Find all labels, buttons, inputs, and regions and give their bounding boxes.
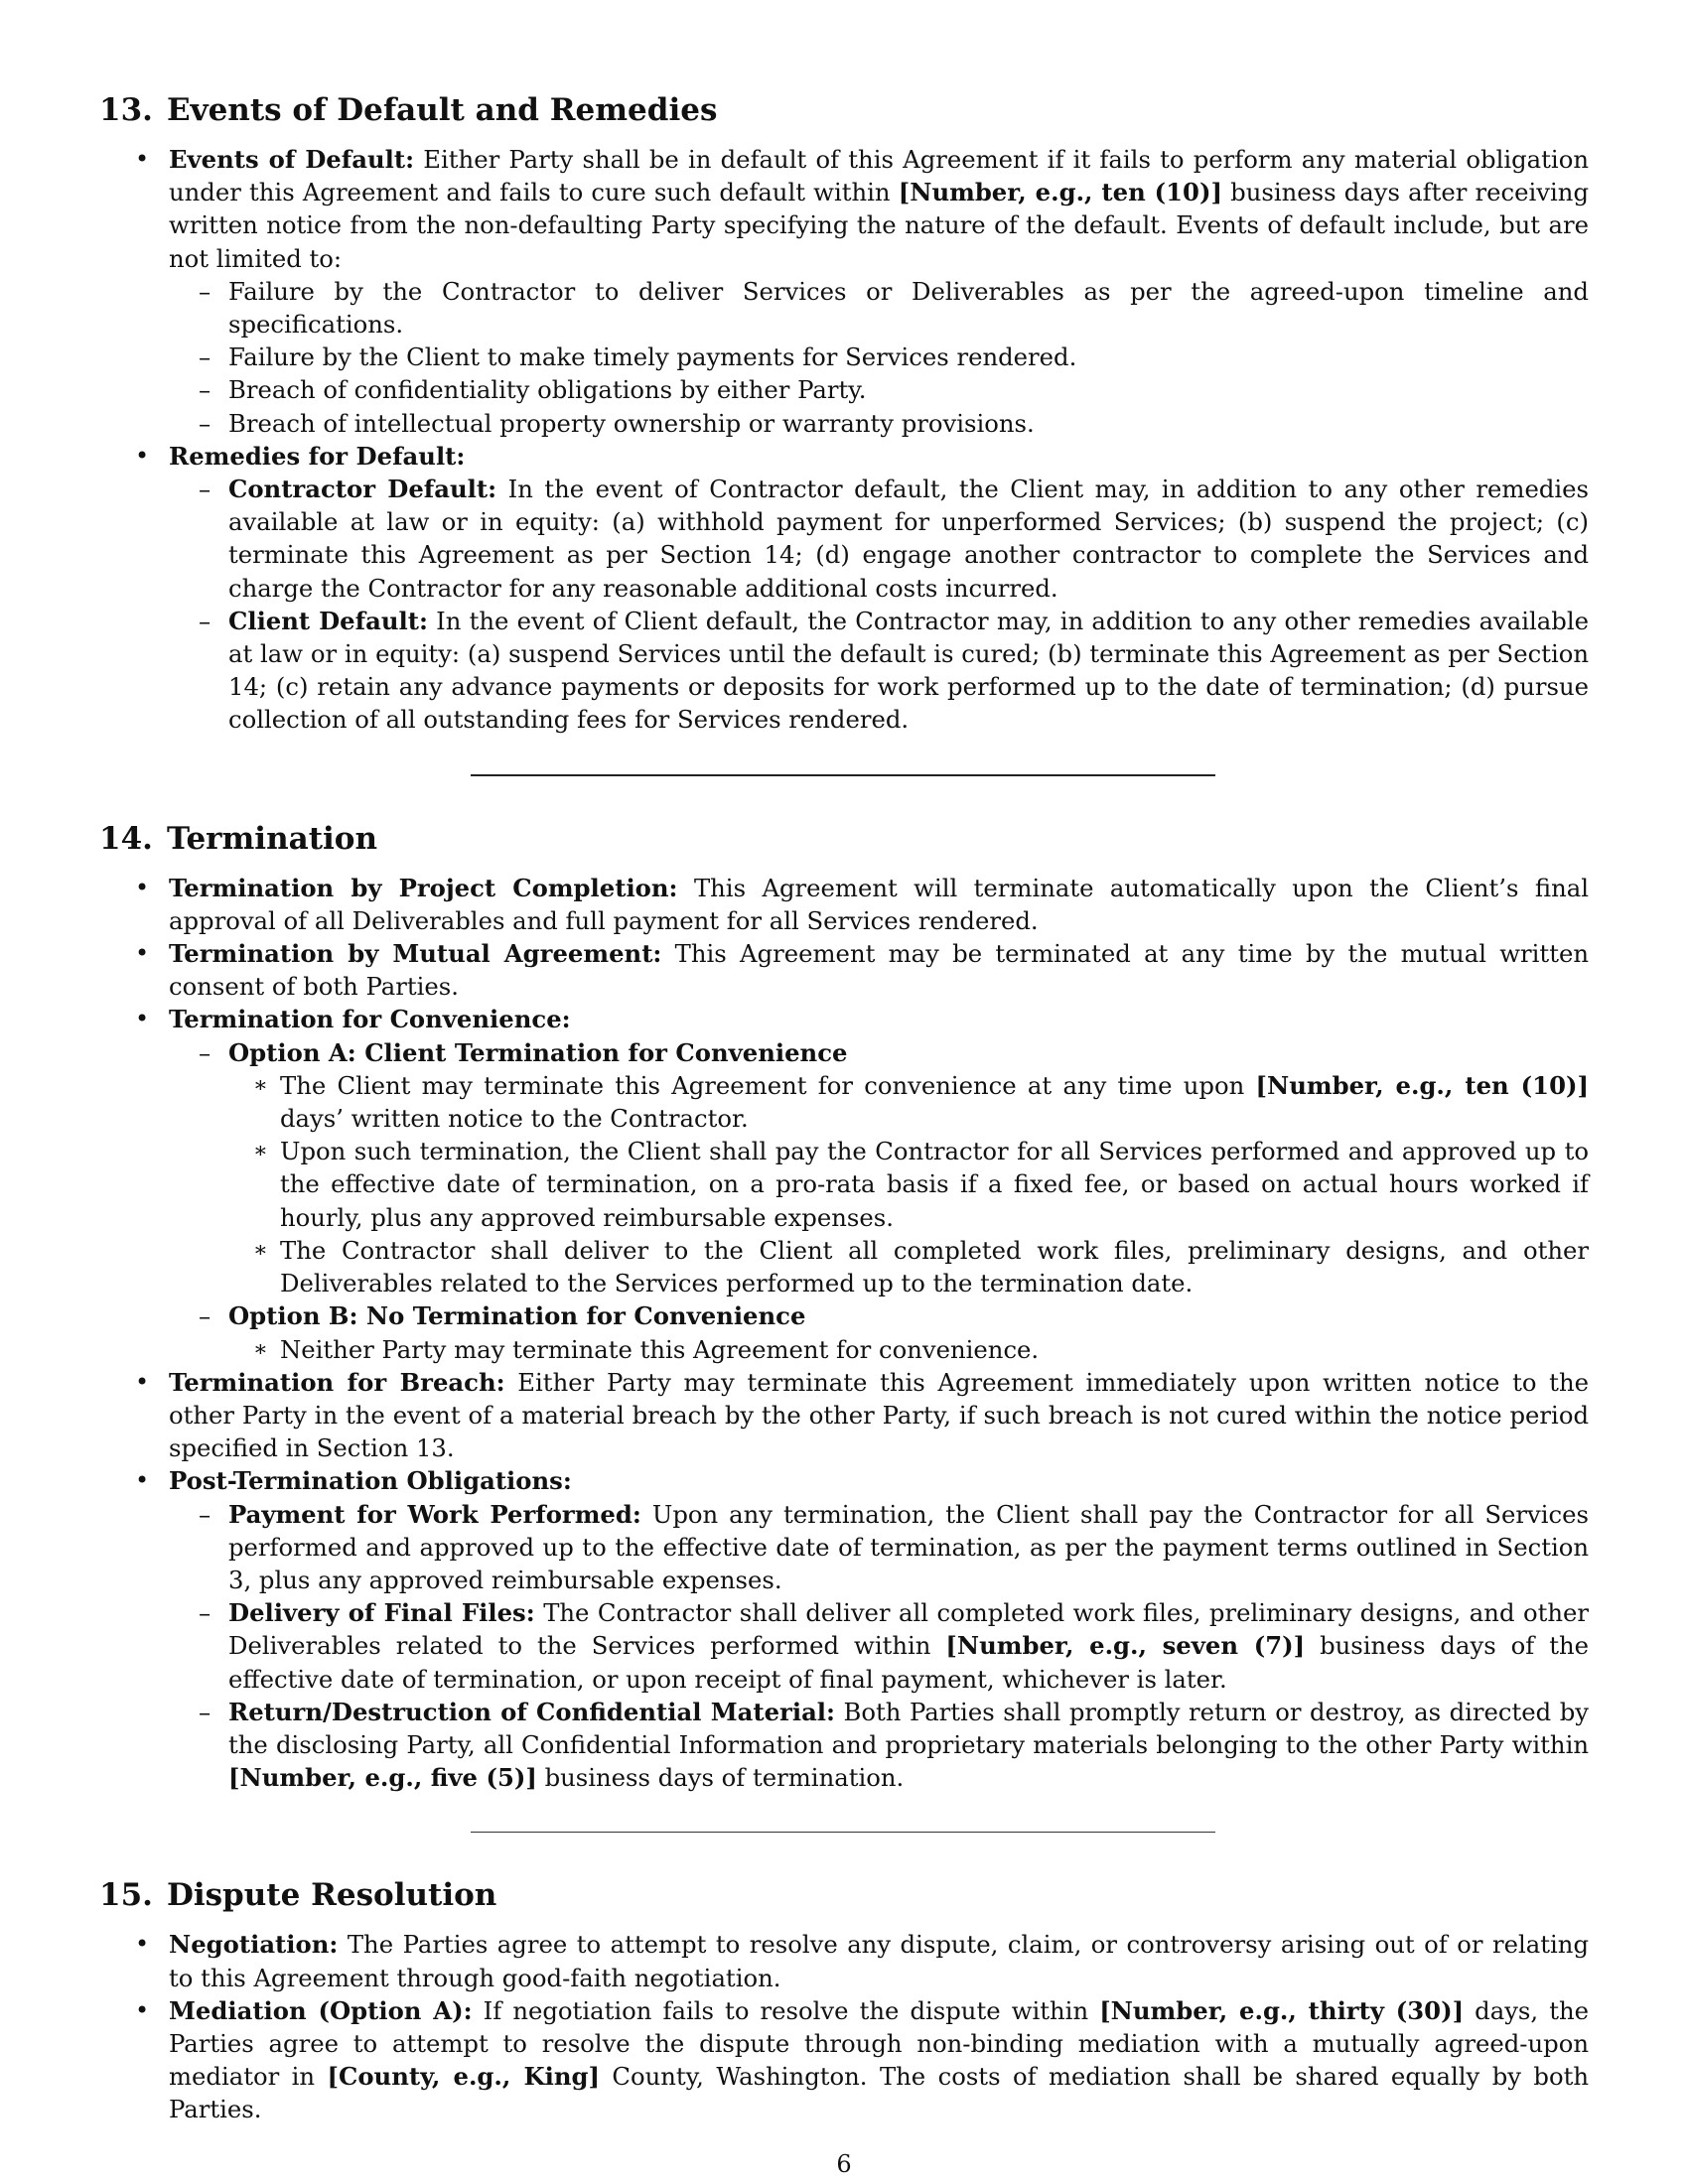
clause-text: Both Parties shall promptly return or destroy, as directed by the disclosing Party, all Confidential Information and proprietary materials belonging to the other Party within bbox=[228, 1697, 1589, 1759]
sub-clause-return-destruction bbox=[169, 1696, 1589, 1795]
clause-label: Termination for Convenience: bbox=[169, 1005, 571, 1034]
clause-label: Mediation (Option A): bbox=[169, 1995, 473, 2025]
page-number: 6 bbox=[836, 2150, 852, 2178]
list-item: – Breach of intellectual property ownership or warranty provisions. bbox=[169, 407, 1589, 440]
clause-label: Client Default: bbox=[228, 606, 428, 635]
list-item: ∗ Neither Party may terminate this Agreement for convenience. bbox=[228, 1333, 1589, 1366]
clause-label: Events of Default: bbox=[169, 145, 415, 174]
clause-text: days’ written notice to the Contractor. bbox=[280, 1104, 749, 1134]
section-heading bbox=[99, 820, 1589, 858]
placeholder-field: [Number, e.g., five (5)] bbox=[228, 1763, 537, 1793]
sub-clause-delivery bbox=[169, 1596, 1589, 1696]
placeholder-field: [Number, e.g., thirty (30)] bbox=[1099, 1995, 1465, 2025]
clause-events-of-default bbox=[99, 143, 1589, 440]
list-item: – Failure by the Client to make timely payments for Services rendered. bbox=[169, 341, 1589, 373]
clause-text: This Agreement may be terminated at any time by the mutual written consent of both Parties. bbox=[169, 939, 1589, 1002]
clause-label: Delivery of Final Files: bbox=[228, 1598, 535, 1628]
clause-text: days, the Parties agree to attempt to resolve the dispute through non-binding mediation with a mutually agreed-upon mediator in bbox=[169, 1995, 1589, 2092]
sub-clause-client-default bbox=[169, 605, 1589, 737]
clause-label: Contractor Default: bbox=[228, 475, 497, 504]
section-heading bbox=[99, 91, 1589, 129]
clause-text: Either Party shall be in default of this Agreement if it fails to perform any material obligation under this Agreement and fails to cure such default within bbox=[169, 145, 1589, 207]
clause-label: Negotiation: bbox=[169, 1930, 339, 1960]
clause-text: County, Washington. The costs of mediation shall be shared equally by both Parties. bbox=[169, 2062, 1589, 2124]
placeholder-field: [Number, e.g., ten (10)] bbox=[898, 178, 1222, 207]
clause-label: Termination for Breach: bbox=[169, 1367, 505, 1397]
clause-negotiation bbox=[99, 1928, 1589, 1993]
clause-list bbox=[99, 872, 1589, 1795]
placeholder-field: [Number, e.g., seven (7)] bbox=[945, 1631, 1306, 1661]
list-item bbox=[228, 1069, 1589, 1135]
clause-text: In the event of Contractor default, the Client may, in addition to any other remedies available at law or in equity: (a) withhold payment for unperformed Services; (b) suspend the project; (c) terminate this Agreement as per Section 14; (d) engage another contractor to complete the Services and charge the Contractor for any reasonable additional costs incurred. bbox=[228, 475, 1589, 603]
section-number: 15. bbox=[99, 1877, 153, 1914]
list-item: – Breach of confidentiality obligations by either Party. bbox=[169, 373, 1589, 406]
option-item-list bbox=[228, 1333, 1589, 1366]
list-item: ∗ Upon such termination, the Client shall pay the Contractor for all Services performed and approved up to the effective date of termination, on a pro-rata basis if a fixed fee, or based on actual hours worked if hourly, plus any approved reimbursable expenses. bbox=[228, 1135, 1589, 1234]
clause-label: Payment for Work Performed: bbox=[228, 1499, 641, 1529]
clause-text: This Agreement will terminate automatically upon the Client’s final approval of all Deliverables and full payment for all Services rendered. bbox=[169, 873, 1589, 935]
sub-clause-list bbox=[169, 473, 1589, 737]
sub-clause-list bbox=[169, 275, 1589, 440]
section-title: Events of Default and Remedies bbox=[166, 92, 718, 128]
section-title: Termination bbox=[166, 820, 378, 857]
clause-text: The Contractor shall deliver all completed work files, preliminary designs, and other Deliverables related to the Services performed within bbox=[228, 1598, 1590, 1661]
clause-termination-by-mutual-agreement bbox=[99, 937, 1589, 1003]
option-a bbox=[169, 1036, 1589, 1300]
clause-text: Upon any termination, the Client shall pay the Contractor for all Services performed and approved up to the effective date of termination, as per the payment terms outlined in Section 3, plus any approved reimbursable expenses. bbox=[228, 1499, 1589, 1594]
sub-clause-list bbox=[169, 1498, 1589, 1795]
clause-label: Return/Destruction of Confidential Material: bbox=[228, 1697, 836, 1726]
section-14 bbox=[99, 820, 1589, 1795]
option-b bbox=[169, 1299, 1589, 1365]
option-label: Option A: Client Termination for Convenience bbox=[228, 1037, 848, 1067]
clause-remedies-for-default bbox=[99, 440, 1589, 737]
clause-text: business days of termination. bbox=[536, 1763, 905, 1793]
clause-label: Post-Termination Obligations: bbox=[169, 1466, 572, 1496]
clause-termination-by-completion bbox=[99, 872, 1589, 937]
list-item: ∗ The Contractor shall deliver to the Client all completed work files, preliminary designs, and other Deliverables related to the Services performed up to the termination date. bbox=[228, 1234, 1589, 1299]
list-item: – Failure by the Contractor to deliver Services or Deliverables as per the agreed-upon timeline and specifications. bbox=[169, 275, 1589, 341]
section-13 bbox=[99, 91, 1589, 737]
option-item-list bbox=[228, 1069, 1589, 1299]
clause-termination-for-breach bbox=[99, 1366, 1589, 1465]
clause-mediation bbox=[99, 1994, 1589, 2126]
clause-label: Termination by Mutual Agreement: bbox=[169, 939, 662, 969]
section-heading bbox=[99, 1876, 1589, 1914]
sub-clause-payment bbox=[169, 1498, 1589, 1597]
clause-text: business days after receiving written notice from the non-defaulting Party specifying the nature of the default. Events of default include, but are not limited to: bbox=[169, 178, 1589, 273]
clause-label: Remedies for Default: bbox=[169, 441, 466, 471]
clause-text: Either Party may terminate this Agreement immediately upon written notice to the other Party in the event of a material breach by the other Party, if such breach is not cured within the notice period specified in Section 13. bbox=[169, 1367, 1589, 1463]
document-page bbox=[99, 91, 1589, 2126]
clause-text: In the event of Client default, the Contractor may, in addition to any other remedies available at law or in equity: (a) suspend Services until the default is cured; (b) terminate this Agreement as per Section 14; (c) retain any advance payments or deposits for work performed up to the date of termination; (d) pursue collection of all outstanding fees for Services rendered. bbox=[228, 606, 1589, 735]
section-divider bbox=[471, 1832, 1215, 1833]
clause-text: The Client may terminate this Agreement for convenience at any time upon bbox=[280, 1070, 1256, 1100]
clause-list bbox=[99, 1928, 1589, 2125]
clause-list bbox=[99, 143, 1589, 737]
sub-clause-contractor-default bbox=[169, 473, 1589, 605]
sub-clause-list bbox=[169, 1036, 1589, 1366]
clause-termination-for-convenience bbox=[99, 1003, 1589, 1365]
section-number: 13. bbox=[99, 92, 153, 128]
section-number: 14. bbox=[99, 820, 153, 857]
section-title: Dispute Resolution bbox=[166, 1877, 497, 1914]
clause-text: business days of the effective date of termination, or upon receipt of final payment, whichever is later. bbox=[228, 1631, 1590, 1694]
option-label: Option B: No Termination for Convenience bbox=[228, 1301, 806, 1331]
clause-post-termination-obligations bbox=[99, 1464, 1589, 1794]
section-divider bbox=[471, 774, 1215, 776]
placeholder-field: [Number, e.g., ten (10)] bbox=[1255, 1070, 1589, 1100]
placeholder-field: [County, e.g., King] bbox=[327, 2062, 600, 2092]
section-15 bbox=[99, 1876, 1589, 2125]
clause-label: Termination by Project Completion: bbox=[169, 873, 678, 902]
clause-text: If negotiation fails to resolve the dispute within bbox=[472, 1995, 1100, 2025]
clause-text: The Parties agree to attempt to resolve any dispute, claim, or controversy arising out of or relating to this Agreement through good-faith negotiation. bbox=[169, 1930, 1589, 1992]
